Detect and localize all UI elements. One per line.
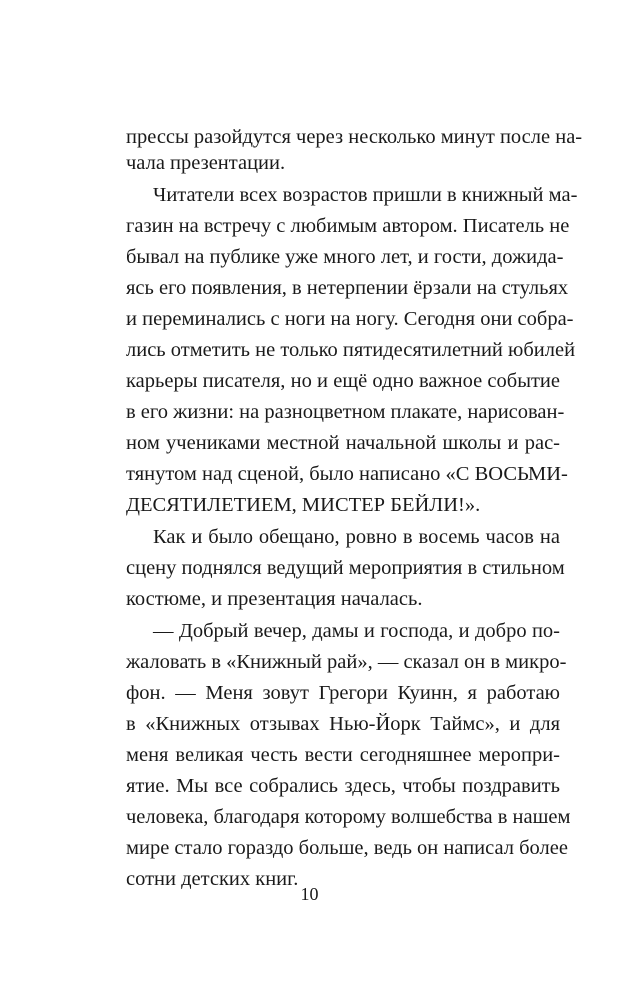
text-line: сотни детских книг. [126, 868, 299, 890]
text-line: ном учениками местной начальной школы и рас- [126, 432, 560, 454]
text-line: тянутом над сценой, было написано «С ВОСЬМИ- [126, 463, 568, 485]
text-line: сцену поднялся ведущий мероприятия в стильном [126, 557, 565, 579]
text-line: меня великая честь вести сегодняшнее меропри- [126, 744, 560, 766]
text-line: Читатели всех возрастов пришли в книжный ма- [153, 184, 578, 206]
text-line: мире стало гораздо больше, ведь он написал более [126, 837, 568, 859]
text-line: газин на встречу с любимым автором. Писатель не [126, 215, 570, 237]
page-number: 10 [300, 884, 319, 904]
text-line: чала презентации. [126, 152, 286, 174]
text-line: лись отметить не только пятидесятилетний юбилей [126, 339, 576, 361]
text-line: бывал на публике уже много лет, и гости, дожида- [126, 246, 564, 268]
text-line: прессы разойдутся через несколько минут после на- [126, 126, 583, 148]
text-line: карьеры писателя, но и ещё одно важное событие [126, 370, 560, 392]
text-line: ятие. Мы все собрались здесь, чтобы поздравить [126, 775, 560, 797]
text-line: костюме, и презентация началась. [126, 588, 423, 610]
text-line: фон. — Меня зовут Грегори Куинн, я работаю [126, 682, 560, 704]
text-line: в «Книжных отзывах Нью-Йорк Таймс», и для [126, 713, 560, 735]
text-line: в его жизни: на разноцветном плакате, нарисован- [126, 401, 565, 423]
text-line: жаловать в «Книжный рай», — сказал он в микро- [126, 651, 567, 673]
text-line: ДЕСЯТИЛЕТИЕМ, МИСТЕР БЕЙЛИ!». [126, 494, 481, 516]
text-line: — Добрый вечер, дамы и господа, и добро по- [153, 620, 560, 642]
text-line: человека, благодаря которому волшебства в нашем [126, 806, 571, 828]
text-line: и переминались с ноги на ногу. Сегодня они собра- [126, 308, 574, 330]
text-line: ясь его появления, в нетерпении ёрзали на стульях [126, 277, 569, 299]
text-line: Как и было обещано, ровно в восемь часов на [153, 526, 560, 548]
